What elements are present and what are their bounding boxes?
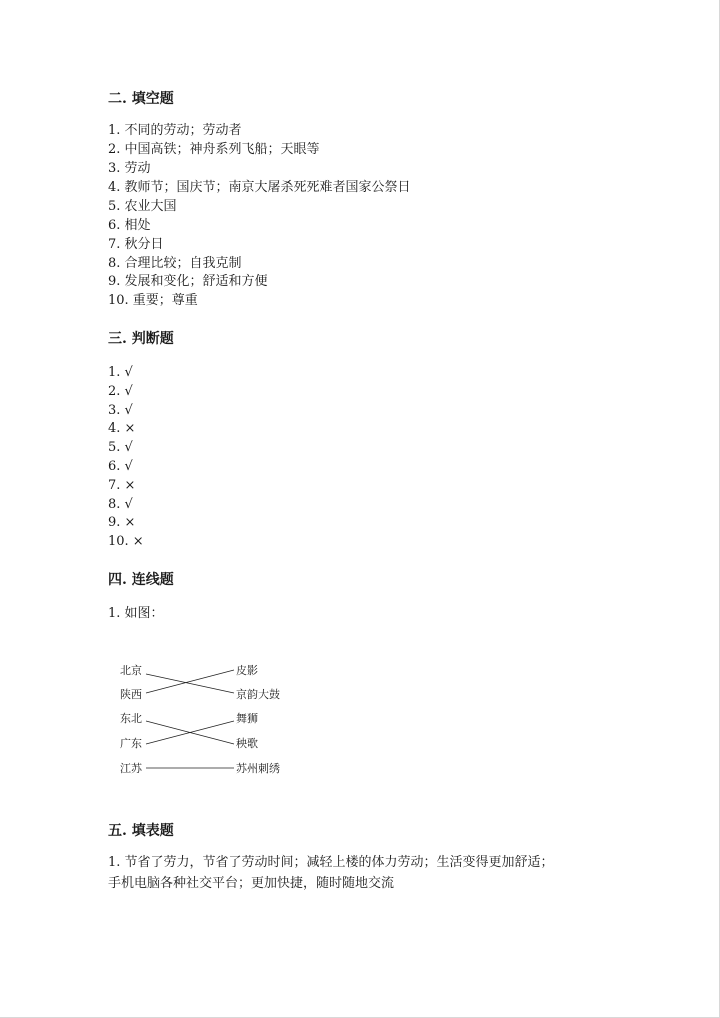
judge-item: 9. × [108,515,136,530]
matching-intro: 1. 如图： [108,606,164,621]
left-label: 广东 [120,737,142,750]
fill-blank-item: 5. 农业大国 [108,199,177,214]
fill-blank-item: 4. 教师节；国庆节；南京大屠杀死死难者国家公祭日 [108,180,411,195]
connector-line [146,670,234,693]
fill-blank-item: 7. 秋分日 [108,237,164,252]
matching-diagram [108,656,308,784]
judge-item: 8. √ [108,497,133,512]
left-label: 北京 [120,664,142,677]
right-label: 皮影 [236,664,258,677]
table-fill-line: 手机电脑各种社交平台；更加快捷，随时随地交流 [108,876,395,891]
right-label: 京韵大鼓 [236,688,280,701]
table-fill-heading: 五. 填表题 [108,823,174,839]
judge-item: 1. √ [108,365,133,380]
table-fill-line: 1. 节省了劳力，节省了劳动时间；减轻上楼的体力劳动；生活变得更加舒适； [108,855,554,870]
judge-item: 3. √ [108,403,133,418]
judge-item: 4. × [108,421,136,436]
left-label: 陕西 [120,688,142,701]
judge-item: 10. × [108,534,144,549]
judge-heading: 三. 判断题 [108,331,174,347]
fill-blank-item: 2. 中国高铁；神舟系列飞船；天眼等 [108,142,320,157]
judge-item: 7. × [108,478,136,493]
right-label: 舞狮 [236,712,258,725]
judge-item: 5. √ [108,440,133,455]
fill-blank-item: 6. 相处 [108,218,151,233]
matching-heading: 四. 连线题 [108,572,174,588]
judge-item: 6. √ [108,459,133,474]
fill-blank-item: 1. 不同的劳动；劳动者 [108,123,242,138]
fill-blank-heading: 二. 填空题 [108,91,174,107]
right-label: 秧歌 [236,737,258,750]
left-label: 江苏 [120,762,142,775]
fill-blank-item: 3. 劳动 [108,161,151,176]
left-label: 东北 [120,712,142,725]
fill-blank-item: 8. 合理比较；自我克制 [108,256,242,271]
fill-blank-item: 10. 重要；尊重 [108,293,198,308]
right-label: 苏州刺绣 [236,762,280,775]
connector-line [146,674,234,693]
judge-item: 2. √ [108,384,133,399]
fill-blank-item: 9. 发展和变化；舒适和方便 [108,274,268,289]
